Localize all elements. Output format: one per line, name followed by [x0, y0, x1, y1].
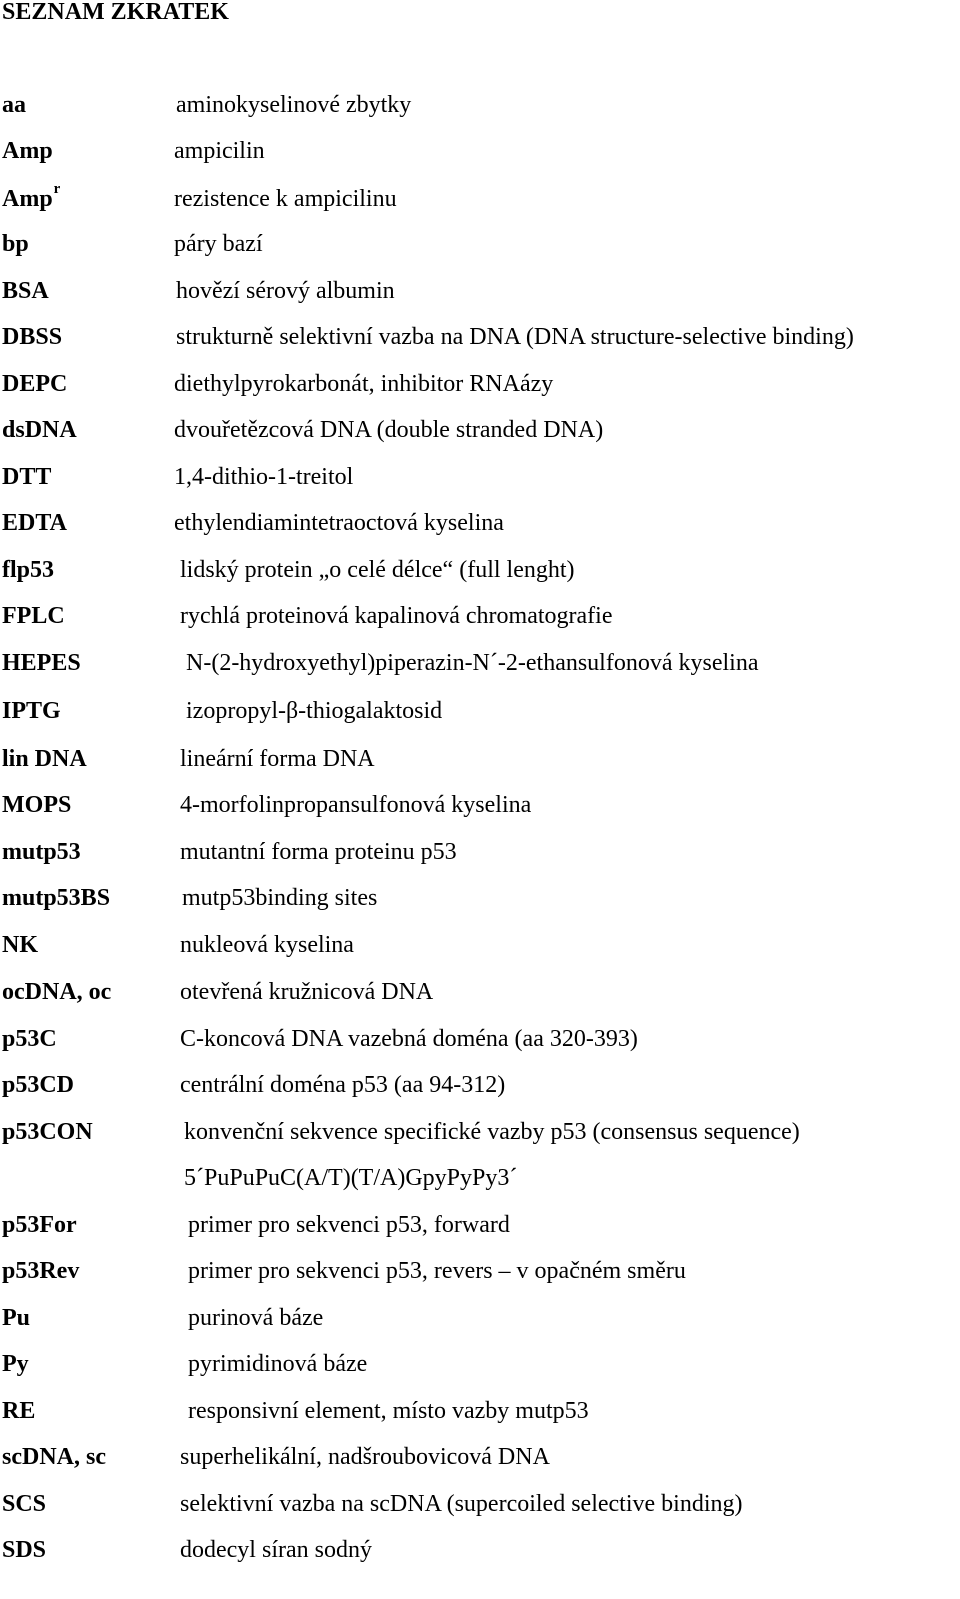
abbreviation-term: dsDNA — [2, 417, 77, 443]
abbreviation-row — [0, 1070, 960, 1100]
abbreviation-row — [0, 229, 960, 259]
abbreviation-row — [0, 90, 960, 120]
abbreviation-term: BSA — [2, 278, 49, 304]
abbreviation-term: p53CON — [2, 1119, 93, 1145]
abbreviation-term: scDNA, sc — [2, 1444, 106, 1470]
abbreviation-term: p53Rev — [2, 1258, 80, 1284]
abbreviation-term: DEPC — [2, 371, 68, 397]
abbreviation-definition: responsivní element, místo vazby mutp53 — [188, 1398, 589, 1424]
abbreviation-definition: strukturně selektivní vazba na DNA (DNA structure-selective binding) — [176, 324, 854, 350]
abbreviation-row — [0, 415, 960, 445]
abbreviation-definition: otevřená kružnicová DNA — [180, 979, 434, 1005]
abbreviation-definition: aminokyselinové zbytky — [176, 92, 412, 118]
abbreviation-definition: konvenční sekvence specifické vazby p53 (consensus sequence) — [184, 1119, 800, 1145]
abbreviation-definition: rezistence k ampicilinu — [174, 186, 397, 212]
abbreviation-definition: mutantní forma proteinu p53 — [180, 839, 457, 865]
abbreviation-definition: C-koncová DNA vazebná doména (aa 320-393) — [180, 1026, 638, 1052]
abbreviation-term: MOPS — [2, 792, 72, 818]
abbreviation-term: p53CD — [2, 1072, 75, 1098]
abbreviation-term: NK — [2, 932, 38, 958]
abbreviation-term: lin DNA — [2, 746, 87, 772]
abbreviation-row — [0, 930, 960, 960]
abbreviation-term: Pu — [2, 1305, 31, 1331]
abbreviation-definition: ethylendiamintetraoctová kyselina — [174, 510, 504, 536]
abbreviation-term: DBSS — [2, 324, 63, 350]
abbreviation-term: bp — [2, 231, 29, 257]
abbreviation-row — [0, 1489, 960, 1519]
abbreviation-row — [0, 462, 960, 492]
abbreviation-row — [0, 1024, 960, 1054]
abbreviation-definition: diethylpyrokarbonát, inhibitor RNAázy — [174, 371, 554, 397]
abbreviation-row — [0, 136, 960, 166]
abbreviation-row — [0, 322, 960, 352]
abbreviation-row — [0, 1349, 960, 1379]
abbreviation-row — [0, 744, 960, 774]
abbreviation-row — [0, 883, 960, 913]
abbreviation-definition: dodecyl síran sodný — [180, 1537, 372, 1563]
abbreviation-row — [0, 369, 960, 399]
abbreviation-definition: superhelikální, nadšroubovicová DNA — [180, 1444, 550, 1470]
abbreviation-row — [0, 555, 960, 585]
abbreviation-definition: primer pro sekvenci p53, forward — [188, 1212, 510, 1238]
abbreviation-row — [0, 837, 960, 867]
abbreviation-row — [0, 1163, 960, 1193]
abbreviation-term: p53For — [2, 1212, 77, 1238]
abbreviation-definition: ampicilin — [174, 138, 265, 164]
abbreviation-row — [0, 648, 960, 678]
abbreviation-term: EDTA — [2, 510, 67, 536]
abbreviation-definition: pyrimidinová báze — [188, 1351, 368, 1377]
abbreviation-row — [0, 1256, 960, 1286]
abbreviation-definition: mutp53binding sites — [182, 885, 378, 911]
abbreviation-definition: lidský protein „o celé délce“ (full lenght) — [180, 557, 575, 583]
abbreviation-definition: primer pro sekvenci p53, revers – v opačném směru — [188, 1258, 686, 1284]
abbreviation-row — [0, 1303, 960, 1333]
abbreviation-term: mutp53BS — [2, 885, 111, 911]
abbreviation-term: mutp53 — [2, 839, 81, 865]
abbreviation-definition: 4-morfolinpropansulfonová kyselina — [180, 792, 532, 818]
superscript: r — [53, 181, 61, 197]
abbreviation-term: aa — [2, 92, 26, 118]
abbreviation-definition: selektivní vazba na scDNA (supercoiled selective binding) — [180, 1491, 743, 1517]
abbreviation-definition: lineární forma DNA — [180, 746, 375, 772]
abbreviation-row — [0, 508, 960, 538]
abbreviation-term: RE — [2, 1398, 36, 1424]
abbreviation-definition: centrální doména p53 (aa 94-312) — [180, 1072, 506, 1098]
page-title: SEZNAM ZKRATEK — [2, 0, 229, 25]
abbreviation-row — [0, 601, 960, 631]
abbreviation-definition: 5´PuPuPuC(A/T)(T/A)GpyPyPy3´ — [184, 1165, 518, 1191]
abbreviation-term: Amp$^r$ — [2, 181, 61, 212]
abbreviation-term: flp53 — [2, 557, 55, 583]
abbreviation-row — [0, 977, 960, 1007]
abbreviation-definition: hovězí sérový albumin — [176, 278, 395, 304]
abbreviation-row — [0, 276, 960, 306]
abbreviation-definition: purinová báze — [188, 1305, 324, 1331]
abbreviation-definition: nukleová kyselina — [180, 932, 354, 958]
abbreviation-definition: N-(2-hydroxyethyl)piperazin-N´-2-ethansulfonová kyselina — [186, 650, 759, 676]
abbreviation-term: Amp — [2, 138, 53, 164]
abbreviation-row — [0, 790, 960, 820]
abbreviation-row — [0, 1396, 960, 1426]
abbreviation-definition: páry bazí — [174, 231, 263, 257]
abbreviation-term: FPLC — [2, 603, 65, 629]
abbreviation-term: ocDNA, oc — [2, 979, 112, 1005]
abbreviation-row — [0, 1442, 960, 1472]
abbreviation-row — [0, 1210, 960, 1240]
abbreviation-definition: rychlá proteinová kapalinová chromatografie — [180, 603, 613, 629]
abbreviation-term: IPTG — [2, 698, 61, 724]
abbreviation-row — [0, 696, 960, 726]
abbreviation-row — [0, 181, 960, 214]
abbreviation-definition: izopropyl-β-thiogalaktosid — [186, 698, 443, 724]
abbreviation-term: p53C — [2, 1026, 57, 1052]
abbreviation-row — [0, 1117, 960, 1147]
abbreviation-term: DTT — [2, 464, 52, 490]
abbreviation-term: SDS — [2, 1537, 47, 1563]
abbreviation-term: SCS — [2, 1491, 47, 1517]
abbreviation-definition: dvouřetězcová DNA (double stranded DNA) — [174, 417, 604, 443]
abbreviation-term: HEPES — [2, 650, 81, 676]
abbreviation-term: Py — [2, 1351, 29, 1377]
abbreviation-definition: 1,4-dithio-1-treitol — [174, 464, 354, 490]
abbreviation-row — [0, 1535, 960, 1565]
